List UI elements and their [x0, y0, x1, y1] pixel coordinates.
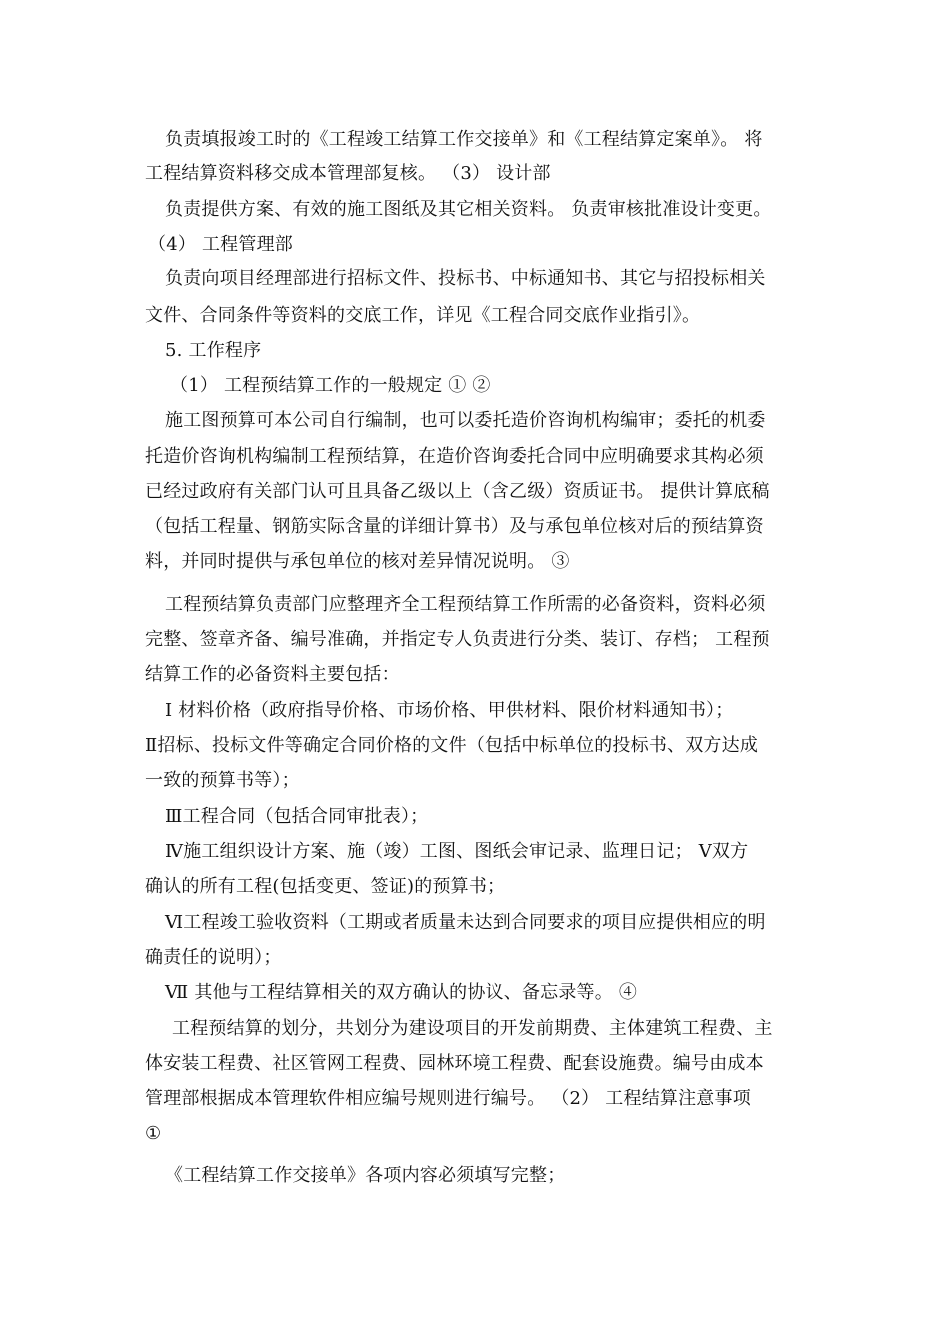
list-item: Ⅵ工程竣工验收资料（工期或者质量未达到合同要求的项目应提供相应的明: [165, 912, 766, 933]
text-line: 施工图预算可本公司自行编制，也可以委托造价咨询机构编审；委托的机委: [165, 410, 766, 431]
text-line: 负责提供方案、有效的施工图纸及其它相关资料。 负责审核批准设计变更。: [165, 199, 772, 220]
text-line: 已经过政府有关部门认可且具备乙级以上（含乙级）资质证书。 提供计算底稿: [145, 481, 770, 502]
subsection-heading: （1） 工程预结算工作的一般规定 ① ②: [170, 375, 491, 396]
text-line: 完整、签章齐备、编号准确，并指定专人负责进行分类、装订、存档； 工程预: [145, 629, 770, 650]
text-line: 一致的预算书等）；: [145, 770, 300, 791]
text-line: 确认的所有工程(包括变更、签证)的预算书；: [145, 876, 506, 897]
text-line: ①: [145, 1123, 162, 1144]
text-line: （4） 工程管理部: [148, 234, 293, 255]
text-line: 工程预结算的划分，共划分为建设项目的开发前期费、主体建筑工程费、主: [172, 1018, 773, 1039]
list-item: Ⅰ 材料价格（政府指导价格、市场价格、甲供材料、限价材料通知书）；: [165, 700, 734, 721]
list-item: Ⅶ 其他与工程结算相关的双方确认的协议、备忘录等。 ④: [165, 982, 638, 1003]
text-line: 工程预结算负责部门应整理齐全工程预结算工作所需的必备资料，资料必须: [165, 594, 766, 615]
list-item: Ⅲ工程合同（包括合同审批表）；: [165, 806, 429, 827]
text-line: 体安装工程费、社区管网工程费、园林环境工程费、配套设施费。编号由成本: [145, 1053, 764, 1074]
text-line: 《工程结算工作交接单》各项内容必须填写完整；: [165, 1165, 566, 1186]
text-line: 料，并同时提供与承包单位的核对差异情况说明。 ③: [145, 551, 570, 572]
list-item: Ⅱ招标、投标文件等确定合同价格的文件（包括中标单位的投标书、双方达成: [145, 735, 759, 756]
text-line: 管理部根据成本管理软件相应编号规则进行编号。 （2） 工程结算注意事项: [145, 1088, 751, 1109]
text-line: （包括工程量、钢筋实际含量的详细计算书）及与承包单位核对后的预结算资: [145, 516, 764, 537]
text-line: 结算工作的必备资料主要包括：: [145, 664, 400, 685]
text-line: 文件、合同条件等资料的交底工作，详见《工程合同交底作业指引》。: [145, 305, 701, 326]
text-line: 确责任的说明）；: [145, 947, 282, 968]
text-line: 托造价咨询机构编制工程预结算，在造价咨询委托合同中应明确要求其构必须: [145, 446, 764, 467]
text-line: 负责填报竣工时的《工程竣工结算工作交接单》和《工程结算定案单》。 将: [165, 129, 763, 150]
section-heading: 5. 工作程序: [165, 340, 262, 361]
list-item: Ⅳ施工组织设计方案、施（竣）工图、图纸会审记录、监理日记； Ⅴ双方: [165, 841, 749, 862]
text-line: 负责向项目经理部进行招标文件、投标书、中标通知书、其它与招投标相关: [165, 268, 766, 289]
text-line: 工程结算资料移交成本管理部复核。 （3） 设计部: [145, 163, 551, 184]
